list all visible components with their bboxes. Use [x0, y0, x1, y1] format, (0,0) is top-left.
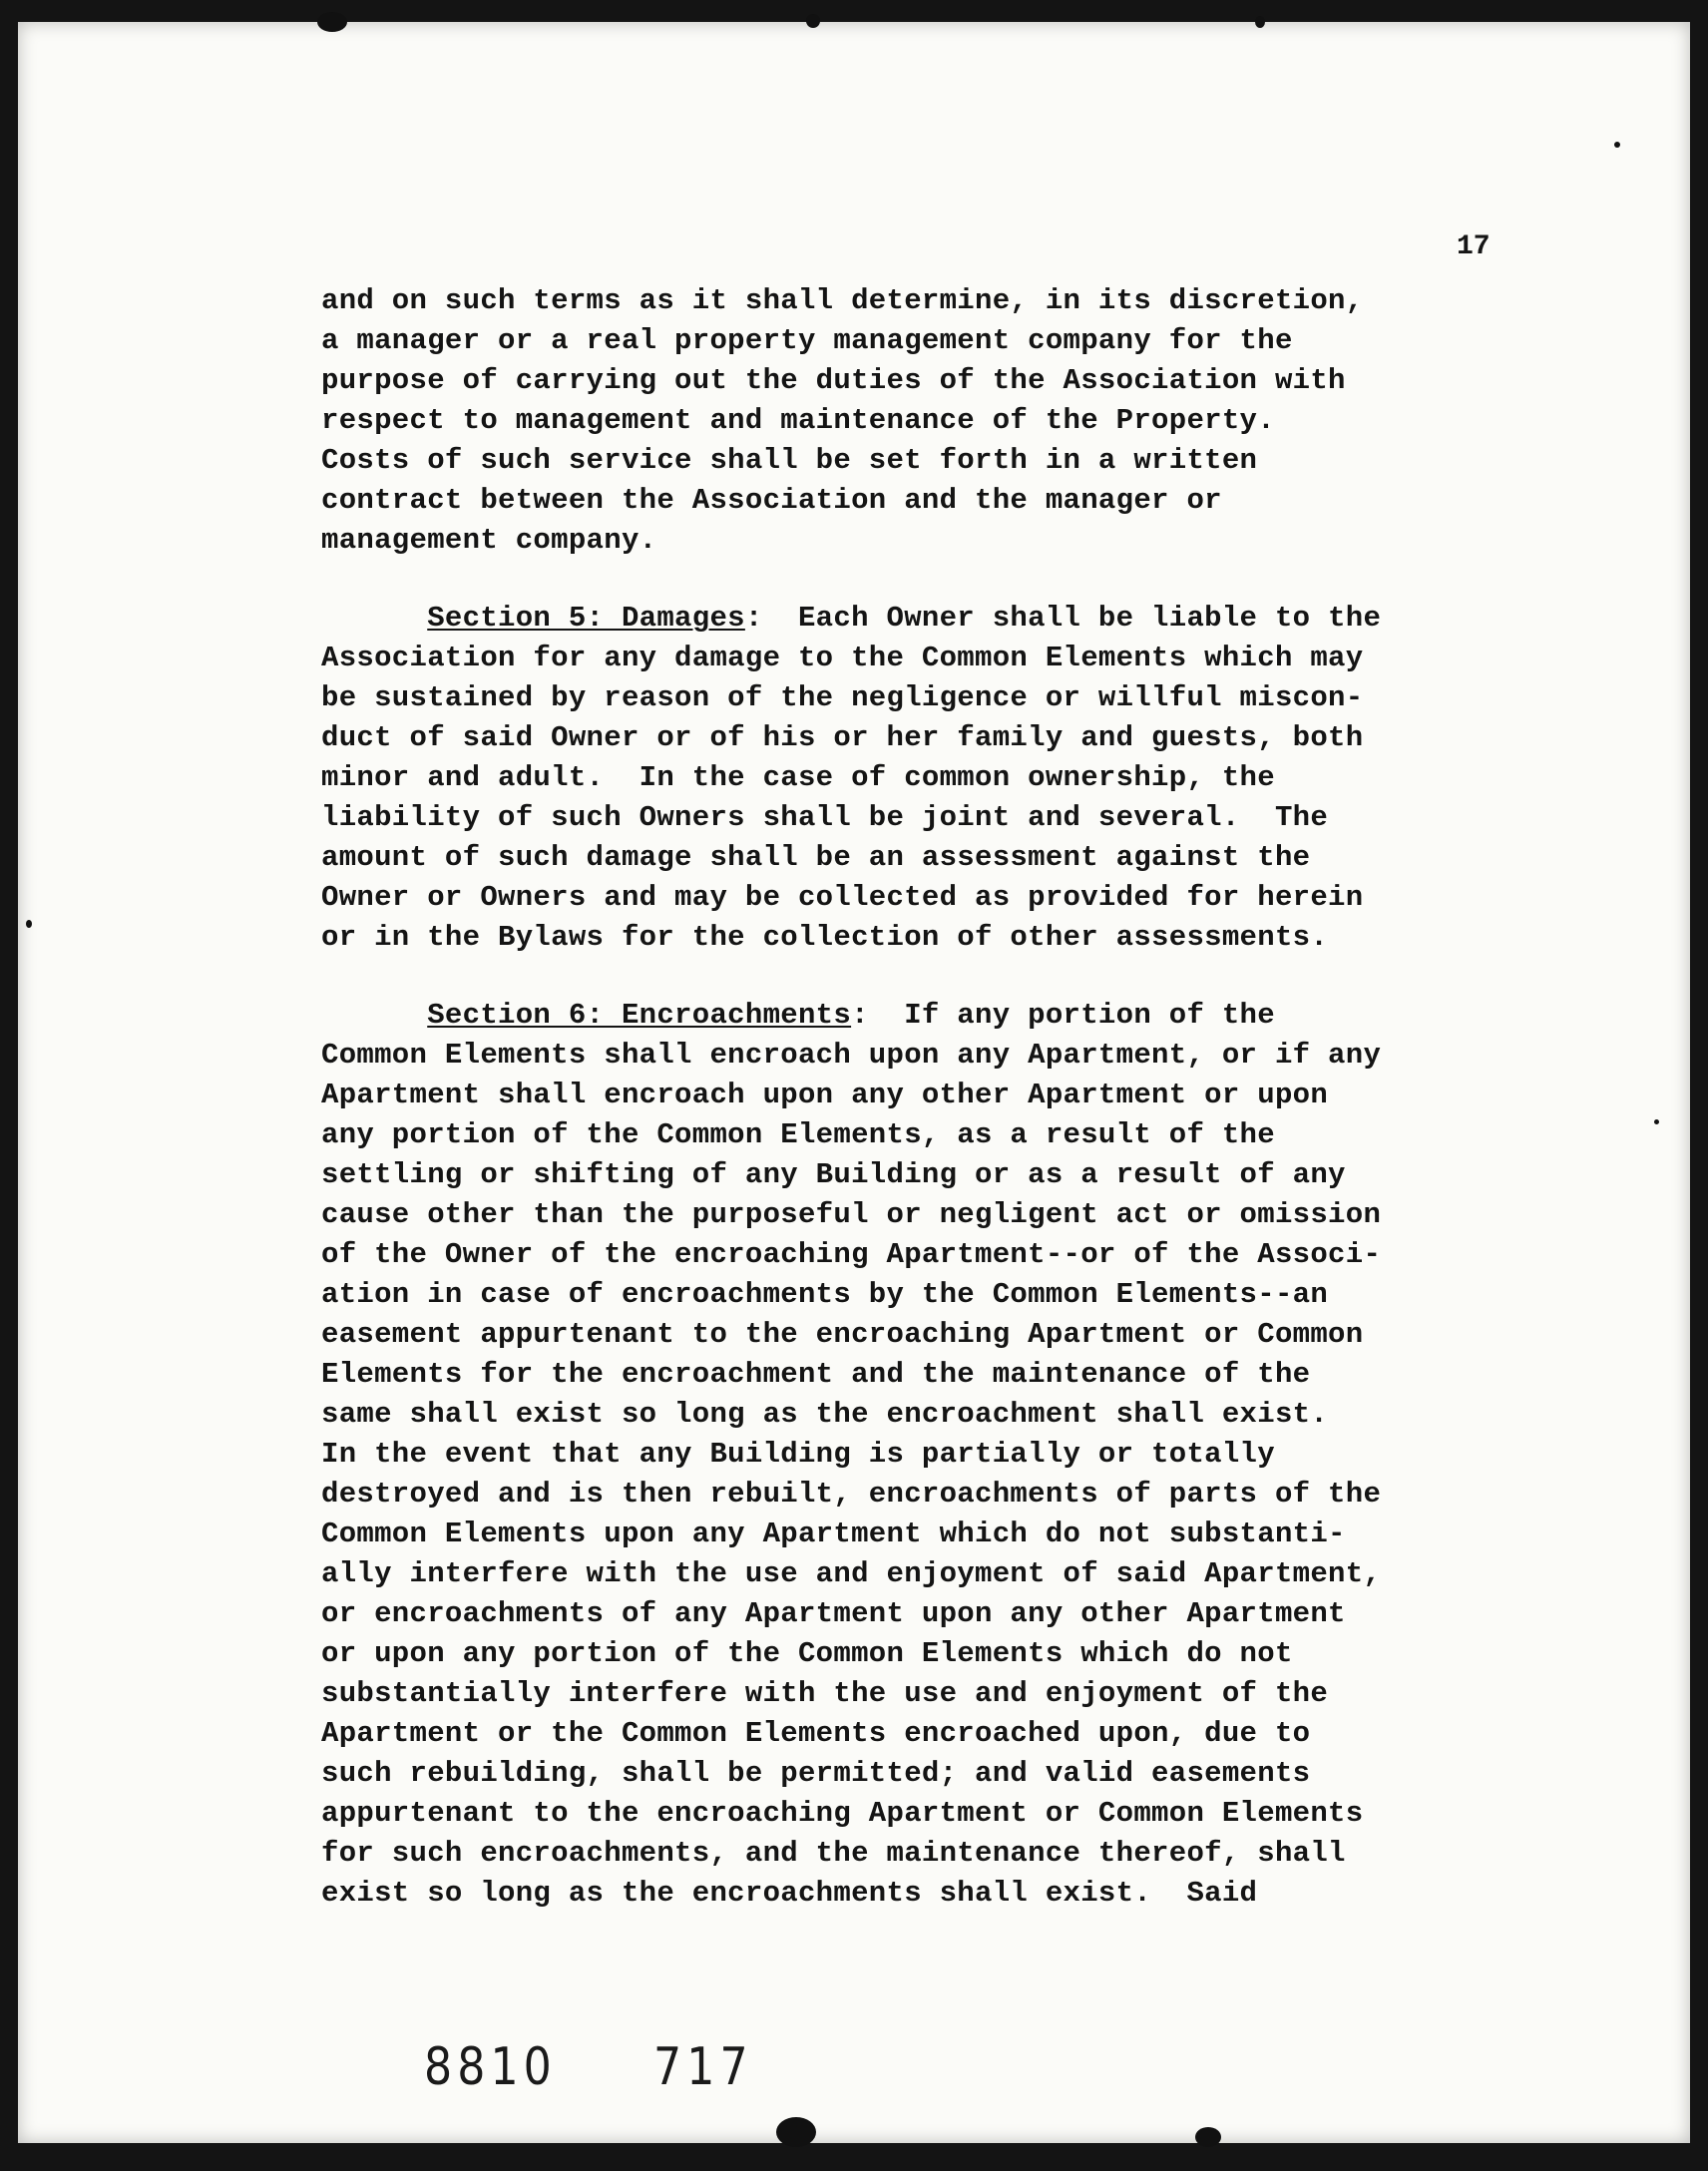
text-line: exist so long as the encroachments shall exist. Said [321, 1877, 1258, 1910]
section-5-lead-line [321, 599, 1498, 639]
text-line: cause other than the purposeful or negligent act or omission [321, 1198, 1382, 1231]
text-line: Common Elements upon any Apartment which do not substanti- [321, 1518, 1346, 1550]
scan-speck [1195, 2127, 1221, 2147]
document-body [321, 281, 1498, 1914]
text-line: or encroachments of any Apartment upon any other Apartment [321, 1597, 1346, 1630]
text-line: amount of such damage shall be an assessment against the [321, 841, 1311, 874]
section-5-damages [321, 599, 1498, 958]
text-line: destroyed and is then rebuilt, encroachments of parts of the [321, 1478, 1382, 1511]
scan-speck [1255, 16, 1265, 28]
section-6-encroachments [321, 996, 1498, 1914]
scan-speck [1654, 1119, 1659, 1124]
paragraph-spacer [321, 561, 1498, 599]
text-line: Owner or Owners and may be collected as provided for herein [321, 881, 1364, 914]
scan-speck [776, 2117, 816, 2147]
section-6-heading: Section 6: Encroachments [427, 999, 852, 1032]
text-line: a manager or a real property management company for the [321, 324, 1293, 357]
text-line: appurtenant to the encroaching Apartment or Common Elements [321, 1797, 1364, 1830]
text-line: ally interfere with the use and enjoyment of said Apartment, [321, 1557, 1382, 1590]
section-5-heading: Section 5: Damages [427, 602, 745, 635]
text-line: be sustained by reason of the negligence or willful miscon- [321, 681, 1364, 714]
text-line: Common Elements shall encroach upon any Apartment, or if any [321, 1039, 1382, 1072]
text-line: easement appurtenant to the encroaching Apartment or Common [321, 1318, 1364, 1351]
scan-speck [806, 14, 820, 28]
text-line: In the event that any Building is partially or totally [321, 1438, 1275, 1471]
page-number: 17 [1457, 231, 1491, 262]
paragraph-intro [321, 281, 1498, 561]
section-5-lead-text: : Each Owner shall be liable to the [744, 602, 1382, 635]
section-6-lead-line [321, 996, 1498, 1036]
text-line: respect to management and maintenance of the Property. [321, 404, 1275, 437]
scan-speck [317, 12, 347, 32]
text-line: management company. [321, 524, 657, 557]
text-line: purpose of carrying out the duties of the Association with [321, 364, 1346, 397]
text-line: Apartment or the Common Elements encroached upon, due to [321, 1717, 1311, 1750]
text-line: Apartment shall encroach upon any other Apartment or upon [321, 1079, 1329, 1111]
text-line: or upon any portion of the Common Elements which do not [321, 1637, 1293, 1670]
scan-speck [1614, 142, 1620, 148]
section-6-lead-text: : If any portion of the [851, 999, 1275, 1032]
text-line: duct of said Owner or of his or her family and guests, both [321, 721, 1364, 754]
text-line: Association for any damage to the Common Elements which may [321, 642, 1364, 674]
text-line: or in the Bylaws for the collection of other assessments. [321, 921, 1329, 954]
text-line: contract between the Association and the manager or [321, 484, 1222, 517]
text-line: settling or shifting of any Building or as a result of any [321, 1158, 1346, 1191]
document-code-left: 8810 [424, 2037, 557, 2097]
text-line: Costs of such service shall be set forth in a written [321, 444, 1258, 477]
text-line: of the Owner of the encroaching Apartment--or of the Associ- [321, 1238, 1382, 1271]
text-line: same shall exist so long as the encroachment shall exist. [321, 1398, 1329, 1431]
text-line: ation in case of encroachments by the Common Elements--an [321, 1278, 1329, 1311]
text-line: Elements for the encroachment and the maintenance of the [321, 1358, 1311, 1391]
text-line: for such encroachments, and the maintenance thereof, shall [321, 1837, 1346, 1870]
text-line: substantially interfere with the use and enjoyment of the [321, 1677, 1329, 1710]
paragraph-spacer [321, 958, 1498, 996]
text-line: minor and adult. In the case of common ownership, the [321, 761, 1275, 794]
text-line: liability of such Owners shall be joint and several. The [321, 801, 1329, 834]
scan-speck [26, 920, 32, 928]
text-line: such rebuilding, shall be permitted; and valid easements [321, 1757, 1311, 1790]
document-code-right: 717 [653, 2037, 753, 2097]
text-line: any portion of the Common Elements, as a result of the [321, 1118, 1275, 1151]
text-line: and on such terms as it shall determine, in its discretion, [321, 284, 1364, 317]
